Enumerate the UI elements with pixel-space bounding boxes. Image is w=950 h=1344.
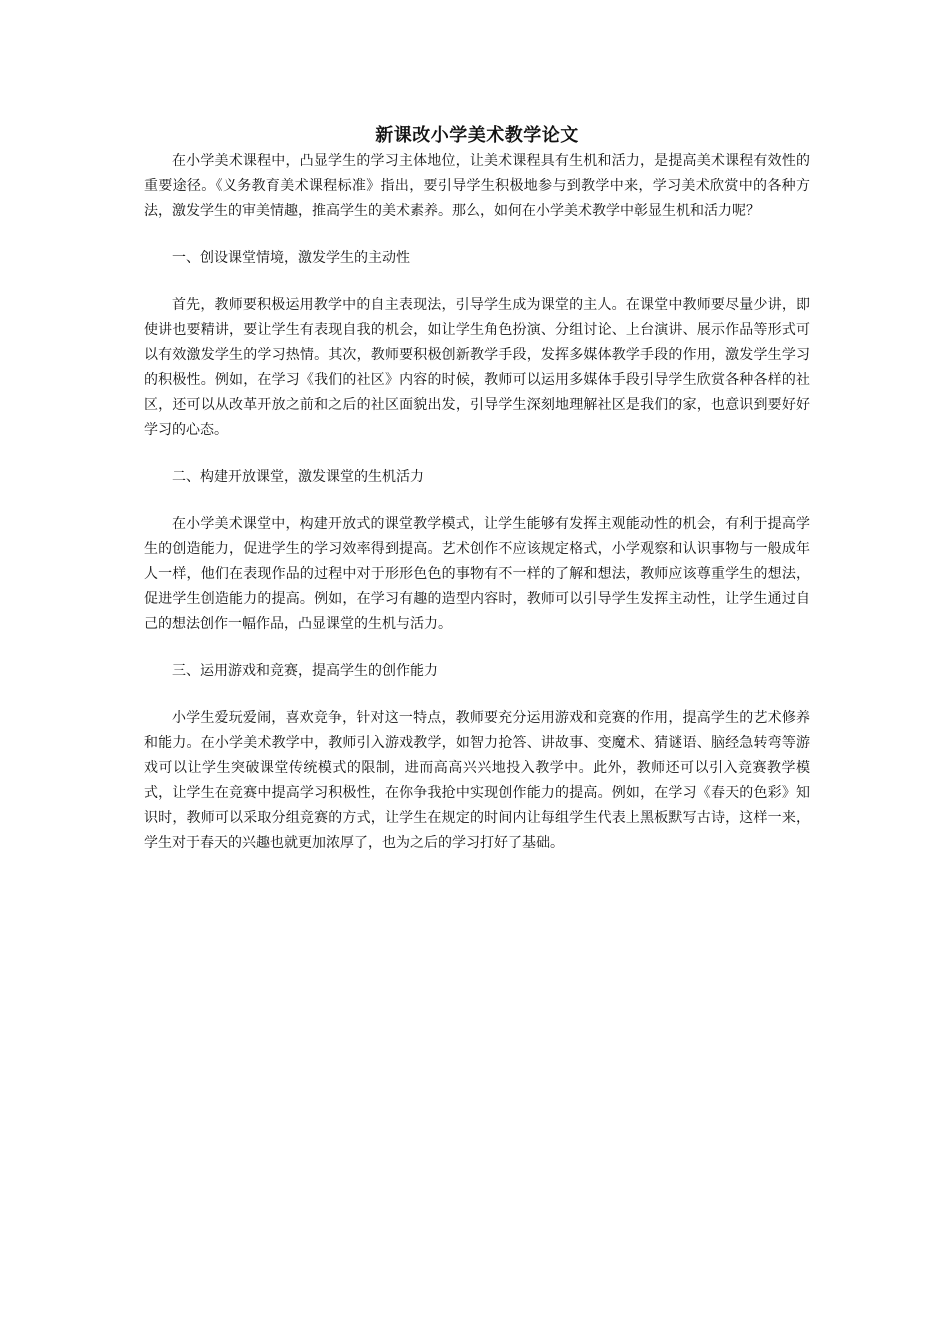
- section-3-heading: 三、运用游戏和竞赛，提高学生的创作能力: [172, 663, 438, 679]
- section-1-heading: 一、创设课堂情境，激发学生的主动性: [172, 250, 410, 266]
- spacer: [144, 224, 810, 246]
- section-2-heading: 二、构建开放课堂，激发课堂的生机活力: [172, 469, 424, 485]
- section-3-body: 小学生爱玩爱闹，喜欢竞争，针对这一特点，教师要充分运用游戏和竞赛的作用，提高学生的艺术修养和能力。在小学美术教学中，教师引入游戏教学，如智力抢答、讲故事、变魔术、猜谜语、脑经急转弯等游戏可以让学生突破课堂传统模式的限制，进而高高兴兴地投入教学中。此外，教师还可以引入竞赛教学模式，让学生在竞赛中提高学习积极性，在你争我抢中实现创作能力的提高。例如，在学习《春天的色彩》知识时，教师可以采取分组竞赛的方式，让学生在规定的时间内让每组学生代表上黑板默写古诗，这样一来，学生对于春天的兴趣也就更加浓厚了，也为之后的学习打好了基础。: [144, 710, 810, 851]
- document-page: [144, 123, 810, 856]
- spacer: [144, 490, 810, 512]
- spacer: [144, 271, 810, 293]
- section-1-body: 首先，教师要积极运用教学中的自主表现法，引导学生成为课堂的主人。在课堂中教师要尽量少讲，即使讲也要精讲，要让学生有表现自我的机会，如让学生角色扮演、分组讨论、上台演讲、展示作品等形式可以有效激发学生的学习热情。其次，教师要积极创新教学手段，发挥多媒体教学手段的作用，激发学生学习的积极性。例如，在学习《我们的社区》内容的时候，教师可以运用多媒体手段引导学生欣赏各种各样的社区，还可以从改革开放之前和之后的社区面貌出发，引导学生深刻地理解社区是我们的家，也意识到要好好学习的心态。: [144, 297, 810, 438]
- section-2-body: 在小学美术课堂中，构建开放式的课堂教学模式，让学生能够有发挥主观能动性的机会，有利于提高学生的创造能力，促进学生的学习效率得到提高。艺术创作不应该规定格式，小学观察和认识事物与一般成年人一样，他们在表现作品的过程中对于形形色色的事物有不一样的了解和想法，教师应该尊重学生的想法，促进学生创造能力的提高。例如，在学习有趣的造型内容时，教师可以引导学生发挥主动性，让学生通过自己的想法创作一幅作品，凸显课堂的生机与活力。: [144, 516, 810, 632]
- spacer: [144, 637, 810, 659]
- intro-paragraph: 在小学美术课程中，凸显学生的学习主体地位，让美术课程具有生机和活力，是提高美术课程有效性的重要途径。《义务教育美术课程标准》指出，要引导学生积极地参与到教学中来，学习美术欣赏中的各种方法，激发学生的审美情趣，推高学生的美术素养。那么，如何在小学美术教学中彰显生机和活力呢？: [144, 153, 810, 219]
- document-title: 新课改小学美术教学论文: [375, 125, 579, 146]
- spacer: [144, 443, 810, 465]
- spacer: [144, 684, 810, 706]
